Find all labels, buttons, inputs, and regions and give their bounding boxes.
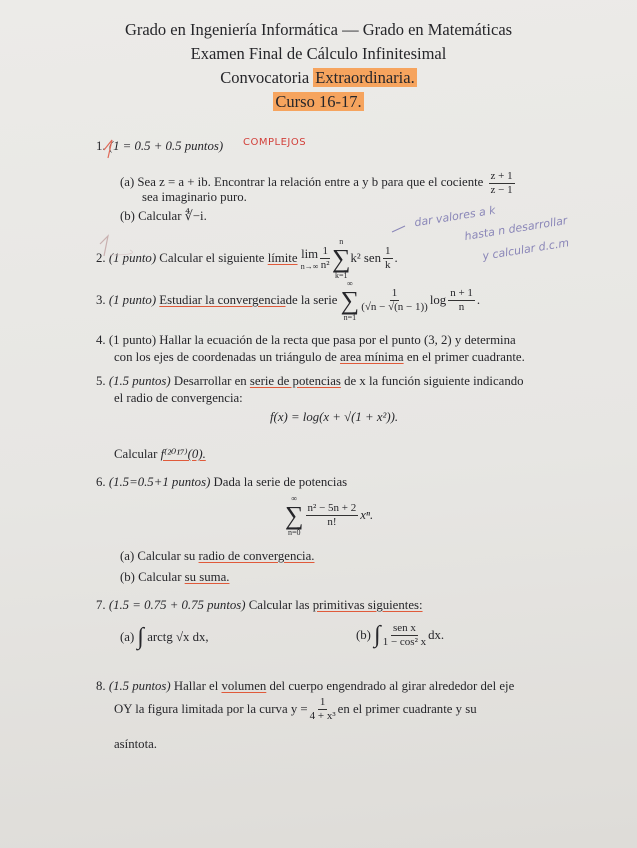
q4-area-minima: area mínima: [340, 350, 404, 364]
q2-end: .: [394, 251, 398, 266]
header-course: Curso 16-17.: [275, 92, 362, 111]
q2-sum-top: n: [339, 237, 344, 246]
q6-b-text: Calcular: [138, 570, 185, 584]
q8-points: (1.5 puntos): [108, 679, 171, 693]
q6-sum-bot: n=0: [288, 527, 301, 537]
q7-b-den: 1 − cos² x: [382, 635, 427, 648]
q8-line-3: asíntota.: [114, 737, 158, 751]
q5-calc-label: Calcular: [114, 447, 158, 461]
q5-serie-potencias: serie de potencias: [249, 374, 341, 388]
q5-calc-expr: f⁽²⁰¹⁷⁾(0).: [160, 447, 206, 461]
q7-b-label: (b): [356, 627, 371, 642]
q5-text-1b: de x la función siguiente indicando: [340, 374, 524, 388]
q6-suma: su suma.: [184, 570, 230, 584]
q5-number: 5.: [96, 374, 106, 388]
q3-log: log: [429, 293, 447, 308]
handwritten-note-3: y calcular d.c.m: [481, 236, 570, 263]
q3-underlined: Estudiar la convergencia: [159, 293, 286, 308]
header-line-2: Examen Final de Cálculo Infinitesimal: [190, 44, 447, 63]
q1-points: (1 = 0.5 + 0.5 puntos): [108, 139, 224, 153]
q3-log-num: n + 1: [450, 287, 473, 300]
q3-end: .: [476, 293, 481, 308]
q3-frac-num: 1: [391, 287, 398, 300]
handwritten-note-1: dar valores a k: [413, 203, 497, 230]
q3-points: (1 punto): [108, 293, 157, 308]
q8-text-2a: OY la figura limitada por la curva y =: [114, 701, 308, 716]
q4-number: 4.: [96, 333, 106, 347]
q3-log-den: n: [458, 301, 465, 314]
q2-number: 2.: [96, 251, 106, 266]
q3-frac-den: (√n − √(n − 1)): [361, 301, 428, 314]
q5-points: (1.5 puntos): [108, 374, 171, 388]
header-line-1: Grado en Ingeniería Informática — Grado en Matemáticas: [124, 20, 513, 39]
q1-a-frac-num: z + 1: [490, 170, 513, 182]
q2-term: k² sen: [350, 251, 381, 266]
q5-text-1a: Desarrollar en: [170, 374, 250, 388]
q6-number: 6.: [96, 475, 106, 489]
q7-b-num: sen x: [392, 622, 416, 634]
q7-primitivas: primitivas siguientes:: [312, 598, 423, 612]
q8-number: 8.: [96, 679, 106, 693]
q1-number: 1.: [96, 139, 106, 153]
q3-text: de la serie: [285, 293, 338, 308]
q7-a-integral: ∫: [137, 624, 144, 650]
q6-text: Dada la serie de potencias: [210, 475, 348, 489]
q7-points: (1.5 = 0.75 + 0.75 puntos): [108, 598, 246, 612]
q7-text: Calcular las: [245, 598, 313, 612]
q3-sum-bot: n=1: [343, 312, 357, 322]
q2-text: Calcular el siguiente: [159, 251, 265, 266]
q2-sum-sign: ∑: [331, 243, 351, 273]
q4-text-2b: en el primer cuadrante.: [403, 350, 525, 364]
header-highlight: Extraordinaria.: [315, 68, 415, 87]
q7-a-label: (a): [120, 629, 135, 644]
q6-b-label: (b): [120, 570, 135, 584]
q2-lim-word: lim: [301, 246, 319, 261]
q3-sum-top: ∞: [347, 279, 353, 288]
q8-text-1b: del cuerpo engendrado al girar alrededor del eje: [266, 679, 515, 693]
q8-text-2b: en el primer cuadrante y su: [337, 701, 477, 716]
q8-frac-den: 4 + x³: [309, 709, 336, 722]
q6-points: (1.5=0.5+1 puntos): [108, 475, 211, 489]
q6-a-text: Calcular su: [137, 549, 199, 563]
q2-lim-sub: n→∞: [300, 261, 319, 271]
q6-a-label: (a): [120, 549, 135, 563]
q2-limite: límite: [267, 251, 298, 266]
q3-sum-sign: ∑: [340, 285, 360, 315]
q1-a-label: (a): [120, 175, 135, 190]
q7-number: 7.: [96, 598, 106, 612]
q4-text-1: (1 punto) Hallar la ecuación de la recta que pasa por el punto (3, 2) y determina: [108, 333, 516, 347]
q1-a-frac-den: z − 1: [490, 183, 513, 196]
q5-formula: f(x) = log(x + √(1 + x²)).: [270, 410, 399, 424]
handwritten-note-2: hasta n desarrollar: [463, 213, 569, 244]
q1-b-text: Calcular ∜−i.: [138, 209, 207, 223]
q6-radio: radio de convergencia.: [198, 549, 315, 563]
q6-sum-sign: ∑: [285, 500, 304, 530]
q3-number: 3.: [96, 293, 106, 308]
q2-frac1-den: n²: [320, 259, 330, 272]
q1-a-cont: sea imaginario puro.: [142, 190, 247, 204]
q1-b-label: (b): [120, 209, 135, 223]
q6-sum-top: ∞: [291, 494, 298, 503]
header-line-3-prefix: Convocatoria: [220, 68, 314, 87]
q6-frac-num: n² − 5n + 2: [307, 502, 357, 515]
q8-frac-num: 1: [319, 696, 326, 708]
handwritten-complejos: COMPLEJOS: [243, 137, 307, 148]
q2-frac2-num: 1: [385, 245, 391, 258]
q2-frac1-num: 1: [322, 245, 328, 258]
q4-text-2a: con los ejes de coordenadas un triángulo de: [114, 350, 341, 364]
q8-text-1a: Hallar el: [170, 679, 222, 693]
q2-points: (1 punto): [108, 251, 157, 266]
q7-a-integrand: arctg √x dx,: [147, 629, 209, 644]
q6-term: xⁿ.: [360, 508, 374, 523]
q7-b-integral: ∫: [374, 622, 381, 649]
q5-line-2: el radio de convergencia:: [114, 391, 243, 405]
q2-sum-bot: k=1: [334, 270, 348, 280]
q6-frac-den: n!: [327, 516, 337, 529]
q7-b-dx: dx.: [428, 627, 445, 642]
q2-frac2-den: k: [385, 259, 391, 272]
q8-volumen: volumen: [221, 679, 267, 693]
q1-a-text-1: Sea z = a + ib. Encontrar la relación entre a y b para que el cociente: [137, 175, 484, 190]
